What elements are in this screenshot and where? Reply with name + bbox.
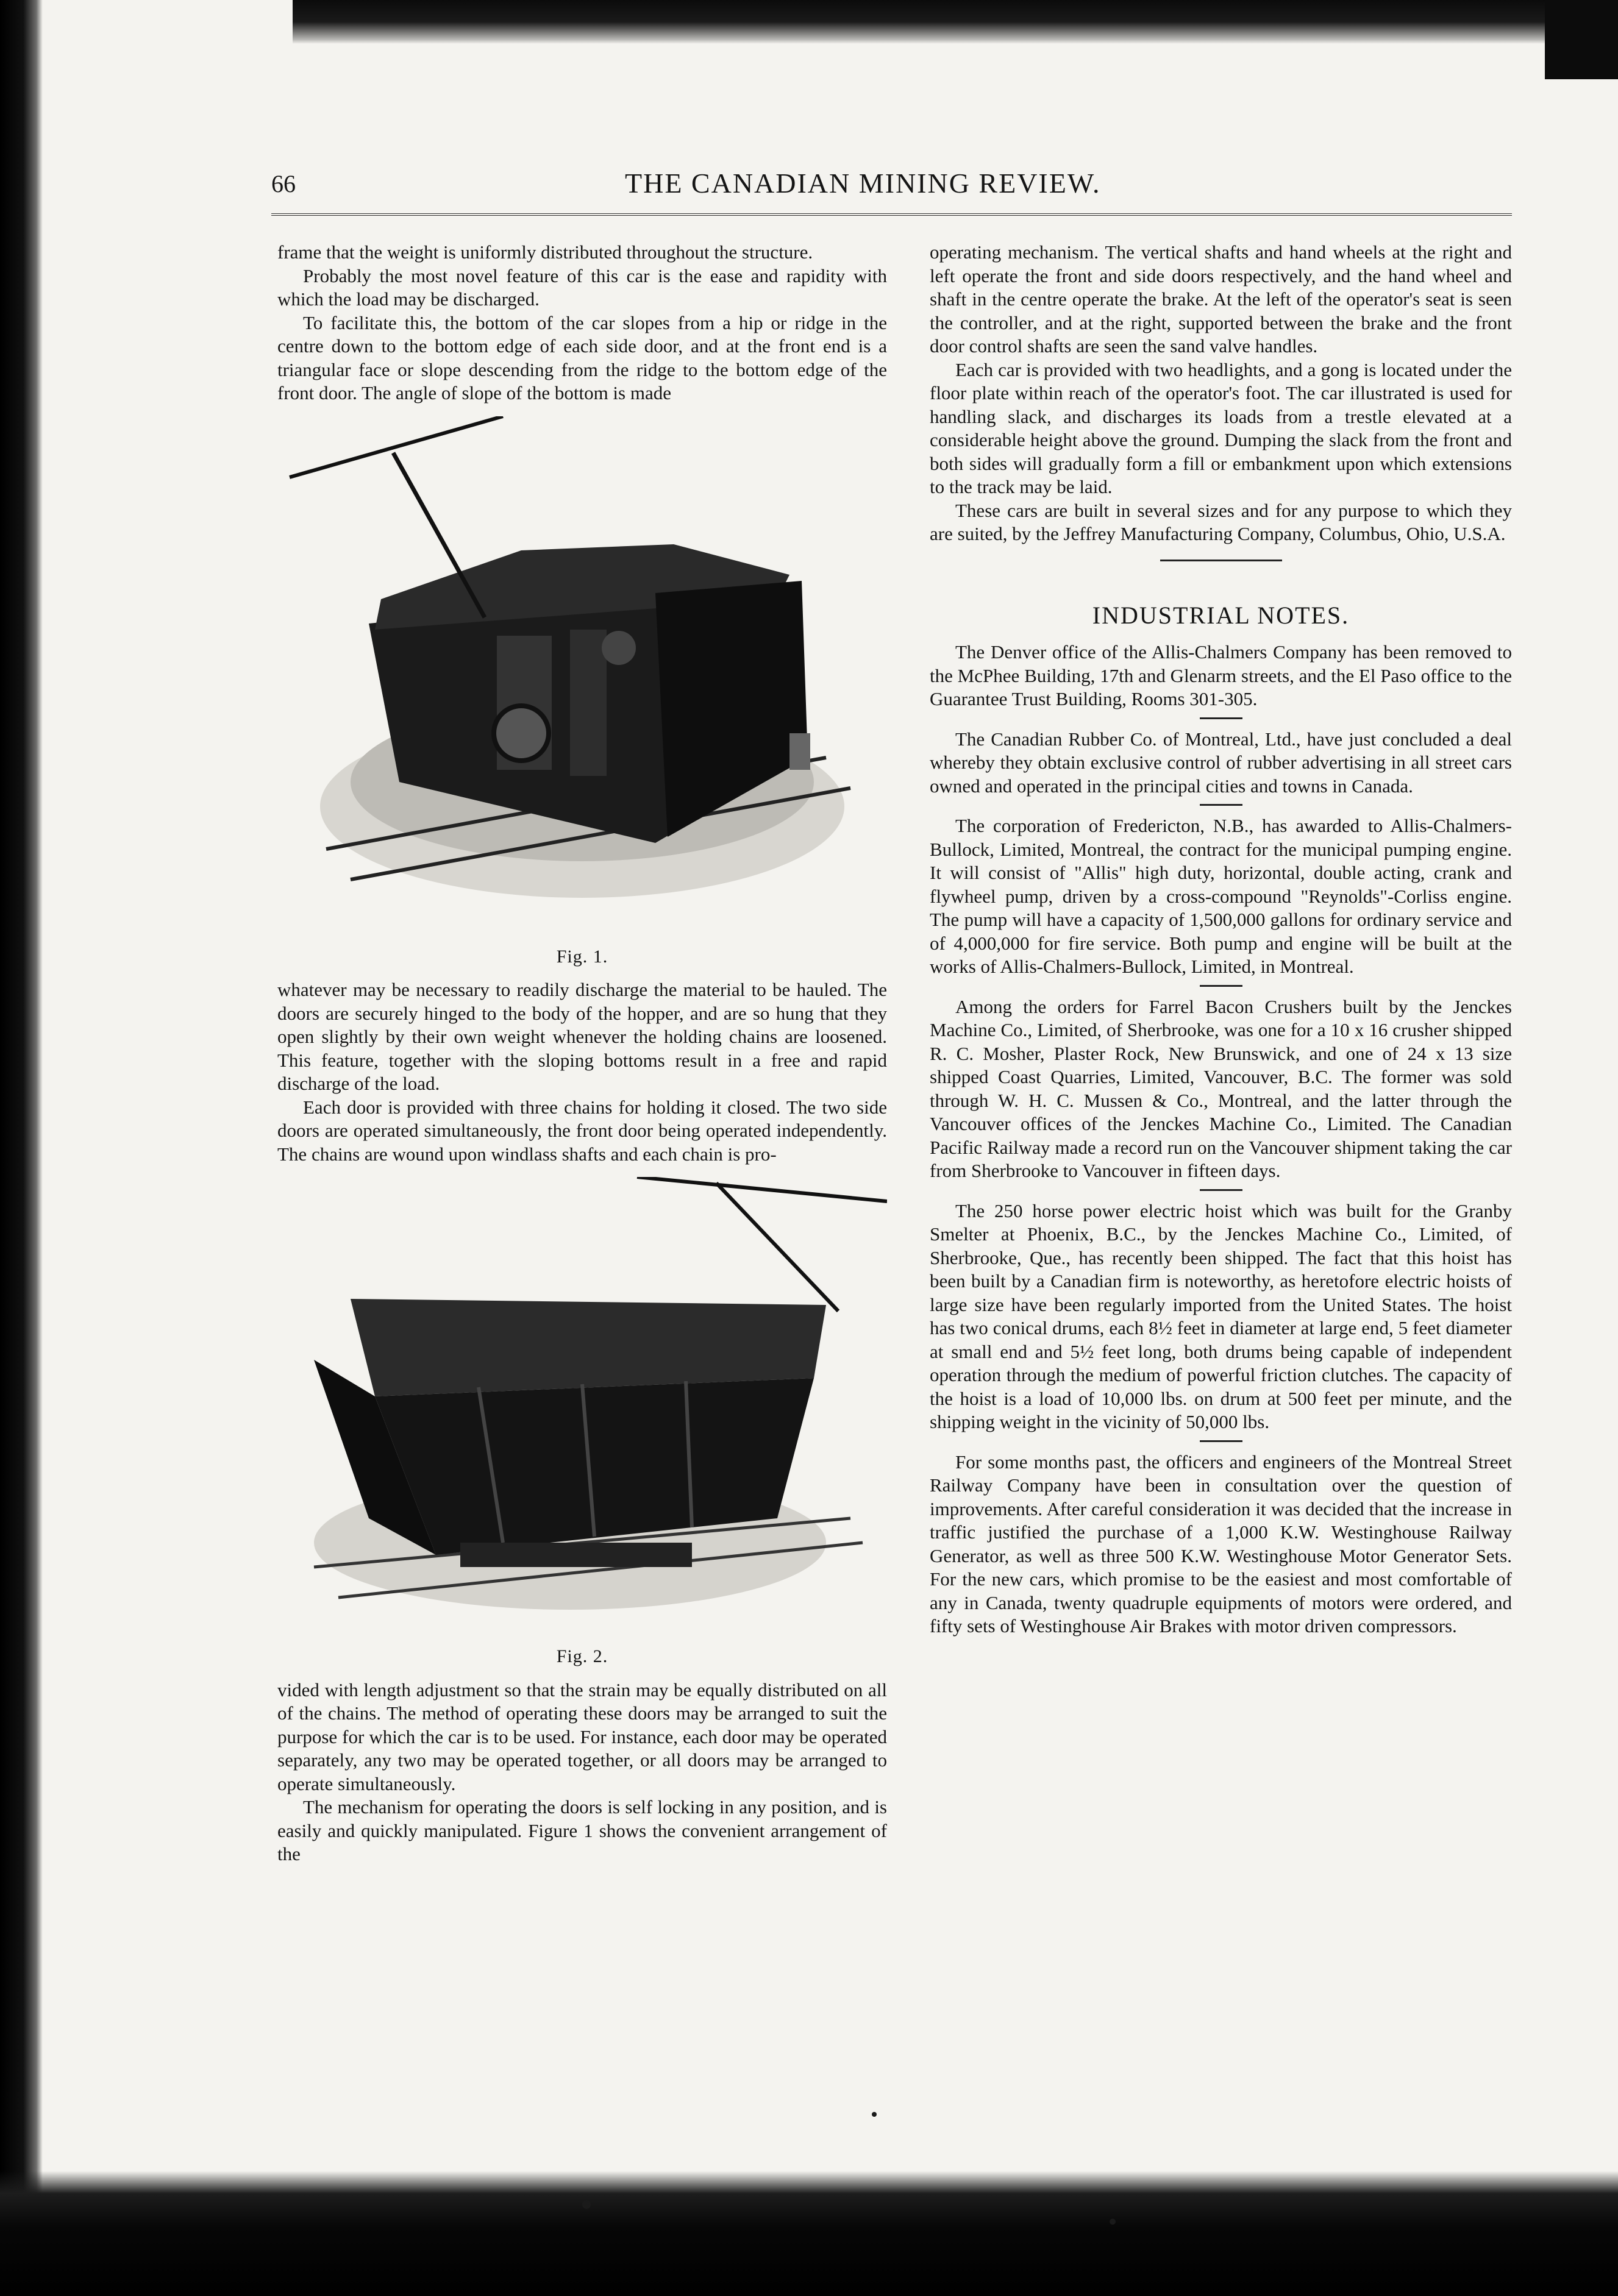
hopper-car-photo-fig1 — [277, 416, 887, 940]
figure-2 — [277, 1177, 887, 1669]
industrial-note: Among the orders for Farrel Bacon Crushers built by the Jenckes Machine Co., Limited, of Sherbrooke, was one for a 10 x 16 crusher shipped R. C. Mosher, Plaster Rock, New Brunswick, and one of 24 x 13 size shipped Coast Quarries, Limited, Vancouver, B.C. The former was sold through W. H. C. Mussen & Co., Montreal, and the latter through the Vancouver offices of the Jenckes Machine Co., Limited. The Canadian Pacific Railway made a record run on the Vancouver shipment taking the car from Sherbrooke to Vancouver in fifteen days. — [930, 995, 1512, 1181]
figure-1 — [277, 416, 887, 969]
note-divider — [1200, 717, 1242, 719]
industrial-note: The Canadian Rubber Co. of Montreal, Ltd., have just concluded a deal whereby they obtain exclusive control of rubber advertising in all street cars owned and operated in the principal cities and towns in Canada. — [930, 728, 1512, 797]
industrial-note: The 250 horse power electric hoist which was built for the Granby Smelter at Phoenix, B.C., by the Jenckes Machine Co., Limited, of Sherbrooke, Que., has recently been shipped. The fact that this hoist has been built by a Canadian firm is noteworthy, as heretofore electric hoists of large size have been regularly imported from the United States. The hoist has two conical drums, each 8½ feet in diameter at large end, 5 feet diameter at small end and 5½ feet long, both drums being capable of independent operation through the medium of powerful friction clutches. The capacity of the hoist is a load of 10,000 lbs. on drum at 500 feet per minute, and the shipping weight in the vicinity of 50,000 lbs. — [930, 1200, 1512, 1432]
paragraph: whatever may be necessary to readily discharge the material to be hauled. The doors are securely hinged to the body of the hopper, and are so hung that they open slightly by their own weight whenever the holding chains are loosened. This feature, together with the sloping bottoms result in a free and rapid discharge of the load. — [277, 979, 887, 1094]
note-divider — [1200, 1189, 1242, 1191]
figure-2-caption: Fig. 2. — [556, 1646, 608, 1666]
paragraph: These cars are built in several sizes and for any purpose to which they are suited, by the Jeffrey Manufacturing Company, Columbus, Ohio, U.S.A. — [930, 499, 1512, 544]
left-column — [277, 241, 887, 1866]
journal-title: THE CANADIAN MINING REVIEW. — [625, 168, 1101, 199]
running-head — [271, 169, 1265, 206]
paragraph: frame that the weight is uniformly distributed throughout the structure. — [277, 241, 813, 263]
figure-1-caption: Fig. 1. — [556, 946, 608, 967]
paragraph: Each car is provided with two headlights, and a gong is located under the floor plate within reach of the operator's foot. The car illustrated is used for handling slack, and discharges its loads from a trestle elevated at a considerable height above the ground. Dumping the slack from the front and both sides will gradually form a fill or embankment upon which extensions to the track may be laid. — [930, 358, 1512, 497]
hopper-car-photo-fig2 — [277, 1177, 887, 1640]
right-column — [930, 241, 1512, 1638]
industrial-note: The Denver office of the Allis-Chalmers Company has been removed to the McPhee Building, 17th and Glenarm streets, and the El Paso office to the Guarantee Trust Building, Rooms 301-305. — [930, 641, 1512, 709]
section-heading: INDUSTRIAL NOTES. — [1092, 601, 1350, 629]
paragraph: Each door is provided with three chains for holding it closed. The two side doors are operated simultaneously, the front door being operated independently. The chains are wound upon windlass shafts and each chain is pro- — [277, 1096, 887, 1165]
industrial-note: For some months past, the officers and engineers of the Montreal Street Railway Company have been in consultation over the question of improvements. After careful consideration it was decided that the increase in traffic justified the purchase of a 1,000 K.W. Westinghouse Railway Generator, as well as three 500 K.W. Westinghouse Motor Generator Sets. For the new cars, which promise to be the easiest and most comfortable of any in Canada, twenty quadruple equipments of motors were ordered, and fifty sets of Westinghouse Air Brakes with motor driven compressors. — [930, 1451, 1512, 1637]
header-rule — [271, 213, 1512, 216]
note-divider — [1200, 985, 1242, 987]
section-divider — [1160, 560, 1282, 561]
note-divider — [1200, 804, 1242, 806]
note-divider — [1200, 1440, 1242, 1442]
industrial-note: The corporation of Fredericton, N.B., has awarded to Allis-Chalmers-Bullock, Limited, Montreal, the contract for the municipal pumping engine. It will consist of "Allis" high duty, horizontal, double acting, crank and flywheel pump, driven by a cross-compound "Reynolds"-Corliss engine. The pump will have a capacity of 1,500,000 gallons for ordinary service and of 4,000,000 for fire service. Both pump and engine will be built at the works of Allis-Chalmers-Bullock, Limited, in Montreal. — [930, 815, 1512, 977]
paragraph: operating mechanism. The vertical shafts and hand wheels at the right and left operate the front and side doors respectively, and the hand wheel and shaft in the centre operate the brake. At the left of the operator's seat is seen the controller, and at the right, supported between the brake and the front door control shafts are seen the sand valve handles. — [930, 241, 1512, 357]
paragraph: The mechanism for operating the doors is self locking in any position, and is easily and quickly manipulated. Figure 1 shows the convenient arrangement of the — [277, 1796, 887, 1864]
paragraph: Probably the most novel feature of this car is the ease and rapidity with which the load may be discharged. — [277, 265, 887, 310]
paragraph: To facilitate this, the bottom of the car slopes from a hip or ridge in the centre down to the bottom edge of each side door, and at the front end is a triangular face or slope descending from the ridge to the bottom edge of the front door. The angle of slope of the bottom is made — [277, 311, 887, 403]
paragraph: vided with length adjustment so that the strain may be equally distributed on all of the chains. The method of operating these doors may be arranged to suit the purpose for which the car is to be used. For instance, each door may be operated separately, any two may be operated together, or all doors may be arranged to operate simultaneously. — [277, 1679, 887, 1794]
page-number: 66 — [271, 170, 296, 197]
